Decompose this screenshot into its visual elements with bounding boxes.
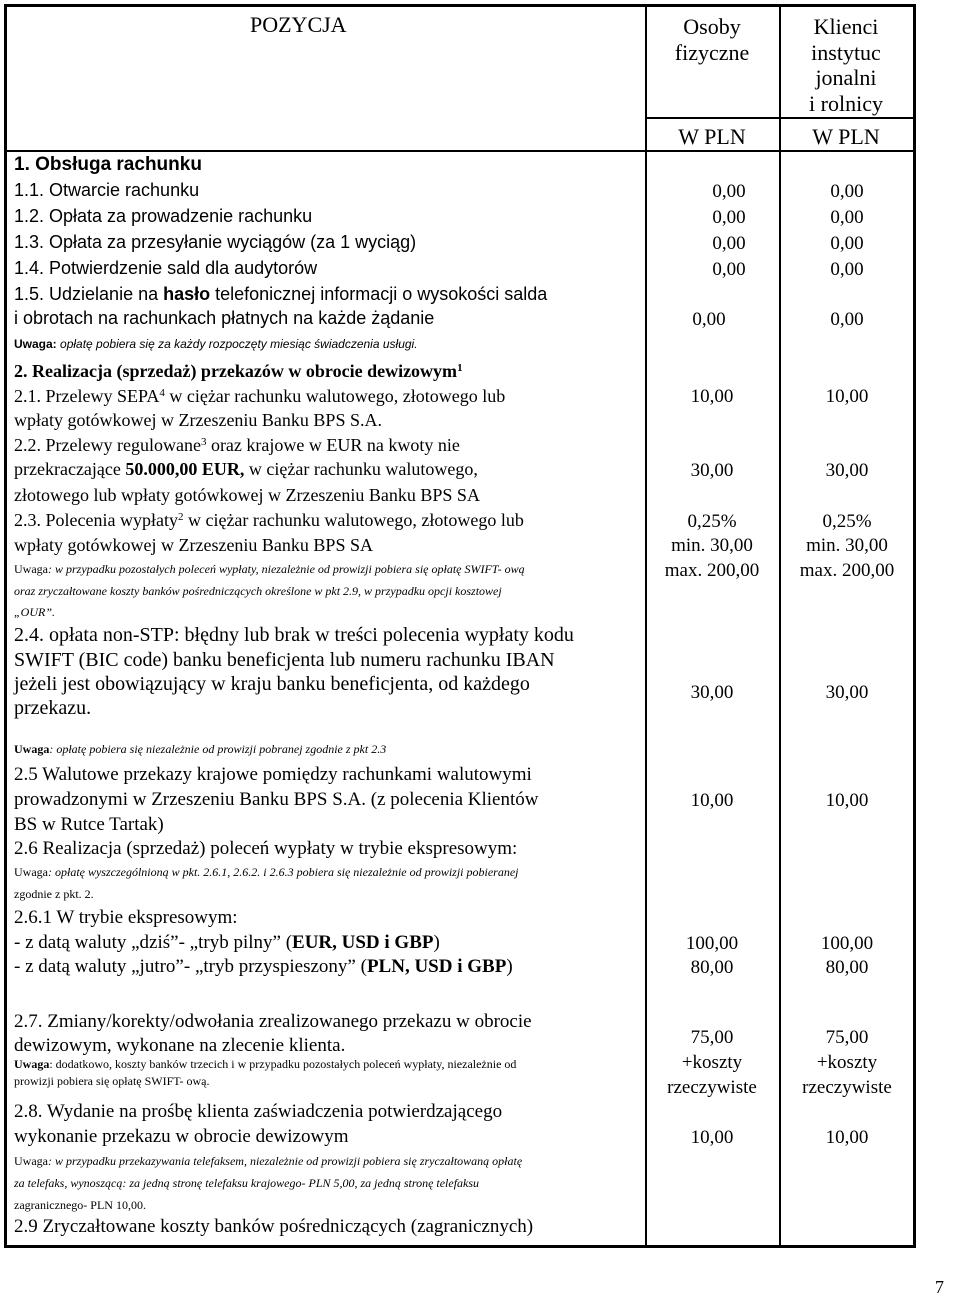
row-1-2-value-1: 0,00: [712, 207, 746, 228]
row-1-5-label-line2: i obrotach na rachunkach płatnych na każde żądanie: [14, 308, 435, 328]
row-2-4-value-2: 30,00: [825, 682, 869, 703]
row-2-5-value-2: 10,00: [825, 790, 869, 811]
row-2-6-1-label: 2.6.1 W trybie ekspresowym:: [14, 907, 238, 928]
row-2-6-1-b-value-1: 80,00: [690, 957, 734, 978]
note-label: Uwaga:: [14, 337, 57, 351]
row-1-5-note: [14, 338, 418, 350]
row-2-1-label-line1: [14, 387, 505, 405]
row-2-3-value-1-min: min. 30,00: [671, 535, 753, 556]
row-2-8-label-line1: 2.8. Wydanie na prośbę klienta zaświadczenia potwierdzającego: [14, 1101, 503, 1122]
row-2-2-value-2: 30,00: [825, 460, 869, 481]
row-2-1-text-b: w ciężar rachunku walutowego, złotowego lub: [164, 386, 506, 406]
row-2-9-label: 2.9 Zryczałtowane koszty banków pośredniczących (zagranicznych): [14, 1216, 534, 1237]
row-2-7-label-line2: dewizowym, wykonane na zlecenie klienta.: [14, 1035, 346, 1056]
note-text: prowizji pobiera się opłatę SWIFT- ową.: [14, 1074, 210, 1088]
footnote-ref: 1: [457, 362, 463, 374]
row-2-1-value-2: 10,00: [825, 386, 869, 407]
row-1-5-value-2: 0,00: [830, 309, 864, 330]
header-currency-2: W PLN: [812, 124, 880, 149]
row-1-4-value-1: 0,00: [712, 259, 746, 280]
header-col1-line1: Osoby: [683, 14, 741, 39]
row-2-7-value-1-amount: 75,00: [690, 1027, 734, 1048]
page-number: 7: [935, 1277, 944, 1297]
header-divider: [645, 117, 913, 119]
row-2-7-value-1-actual: rzeczywiste: [667, 1077, 757, 1098]
row-2-7-value-2-costs: +koszty: [816, 1052, 878, 1073]
row-2-6-note-line1: [14, 866, 519, 878]
row-1-4-label: 1.4. Potwierdzenie sald dla audytorów: [14, 258, 318, 278]
row-2-3-note-line2: oraz zryczałtowane koszty banków pośredniczących określone w pkt 2.9, w przypadku opcji kosztowej: [14, 584, 502, 598]
row-2-7-label-line1: 2.7. Zmiany/korekty/odwołania zrealizowanego przekazu w obrocie: [14, 1011, 532, 1032]
row-2-7-value-2-actual: rzeczywiste: [802, 1077, 892, 1098]
row-1-3-label: 1.3. Opłata za przesyłanie wyciągów (za 1 wyciąg): [14, 232, 417, 252]
header-position: POZYCJA: [250, 12, 347, 37]
row-2-3-value-2-max: max. 200,00: [799, 560, 895, 581]
row-1-2-value-2: 0,00: [830, 207, 864, 228]
row-2-3-value-1-max: max. 200,00: [664, 560, 760, 581]
row-2-3-value-1-pct: 0,25%: [687, 511, 737, 532]
row-2-2-text-d: w ciężar rachunku walutowego,: [244, 459, 478, 479]
row-1-5-label-line1: [14, 285, 547, 303]
header-col2-line1: Klienci: [813, 14, 879, 39]
note-text: : w przypadku przekazywania telefaksem, niezależnie od prowizji pobiera się zryczałtowaną opłatę: [47, 1154, 523, 1168]
note-label: Uwaga: [14, 865, 48, 879]
row-2-4-label-line1: 2.4. opłata non-STP: błędny lub brak w treści polecenia wypłaty kodu: [14, 624, 574, 646]
row-2-8-value-2: 10,00: [825, 1127, 869, 1148]
note-text: : dodatkowo, koszty banków trzecich i w przypadku pozostałych poleceń wypłaty, niezależnie od: [49, 1057, 517, 1071]
row-1-1-value-1: 0,00: [712, 181, 746, 202]
section-2-title-text: 2. Realizacja (sprzedaż) przekazów w obrocie dewizowym: [14, 361, 458, 381]
row-2-5-value-1: 10,00: [690, 790, 734, 811]
row-2-2-text-c: przekraczające: [14, 459, 126, 479]
row-1-5-text-bold: hasło: [163, 284, 211, 304]
row-1-3-value-2: 0,00: [830, 233, 864, 254]
row-2-2-label-line3: złotowego lub wpłaty gotówkowej w Zrzeszeniu Banku BPS SA: [14, 485, 480, 505]
note-text: : opłatę pobiera się niezależnie od prowizji pobranej zgodnie z pkt 2.3: [49, 742, 387, 756]
row-2-7-value-1-costs: +koszty: [681, 1052, 743, 1073]
row-2-6-1-a-value-2: 100,00: [820, 933, 874, 954]
header-col2-line2: instytuc: [811, 40, 881, 65]
row-2-1-label-line2: wpłaty gotówkowej w Zrzeszeniu Banku BPS S.A.: [14, 410, 382, 430]
row-2-1-value-1: 10,00: [690, 386, 734, 407]
row-2-8-note-line2: za telefaks, wynoszącą: za jedną stronę telefaksu krajowego- PLN 5,00, za jedną stronę telefaksu: [14, 1176, 480, 1190]
row-2-4-label-line3: jeżeli jest obowiązujący w kraju banku beneficjenta, od każdego: [14, 673, 530, 695]
row-2-7-value-2-amount: 75,00: [825, 1027, 869, 1048]
header-col2-line3: jonalni: [815, 65, 877, 90]
option-text-end: ): [433, 932, 440, 953]
option-text: - z datą waluty „dziś”- „tryb pilny” (: [14, 932, 293, 953]
row-2-4-label-line2: SWIFT (BIC code) banku beneficjenta lub numeru rachunku IBAN: [14, 649, 555, 671]
row-1-5-text-a: 1.5. Udzielanie na: [14, 284, 164, 304]
note-text: opłatę pobiera się za każdy rozpoczęty miesiąc świadczenia usługi.: [56, 337, 418, 351]
row-2-4-value-1: 30,00: [690, 682, 734, 703]
row-2-3-label-line1: [14, 511, 524, 529]
row-2-4-label-line4: przekazu.: [14, 697, 92, 719]
row-1-4-value-2: 0,00: [830, 259, 864, 280]
row-2-3-label-line2: wpłaty gotówkowej w Zrzeszeniu Banku BPS SA: [14, 535, 373, 555]
note-label: Uwaga: [14, 562, 48, 576]
row-2-2-value-1: 30,00: [690, 460, 734, 481]
section-1-title: 1. Obsługa rachunku: [14, 154, 202, 175]
note-label: Uwaga: [14, 742, 50, 756]
footnote-ref: 2: [177, 511, 184, 523]
footnote-ref: 3: [200, 436, 207, 448]
row-2-8-label-line2: wykonanie przekazu w obrocie dewizowym: [14, 1126, 349, 1147]
row-2-8-note-line3: zagranicznego- PLN 10,00.: [14, 1198, 146, 1212]
section-2-title: [14, 362, 463, 380]
row-2-3-note-line1: [14, 563, 525, 575]
row-2-8-note-line1: [14, 1155, 522, 1167]
note-label: Uwaga: [14, 1154, 48, 1168]
row-2-6-1-option-a: [14, 933, 440, 952]
row-1-2-label: 1.2. Opłata za prowadzenie rachunku: [14, 206, 313, 226]
option-text: - z datą waluty „jutro”- „tryb przyspieszony” (: [14, 956, 367, 977]
note-text: : w przypadku pozostałych poleceń wypłaty, niezależnie od prowizji pobiera się opłatę SWIFT- ową: [47, 562, 525, 576]
option-currencies: PLN, USD i GBP: [366, 956, 507, 977]
note-text: : opłatę wyszczególnioną w pkt. 2.6.1, 2.6.2. i 2.6.3 pobiera się niezależnie od prowizji pobieranej: [47, 865, 519, 879]
row-2-5-label-line2: prowadzonymi w Zrzeszeniu Banku BPS S.A. (z polecenia Klientów: [14, 789, 539, 810]
footnote-ref: 4: [159, 387, 165, 399]
row-1-1-value-2: 0,00: [830, 181, 864, 202]
row-2-3-text-b: w ciężar rachunku walutowego, złotowego lub: [183, 510, 524, 530]
header-col2-line4: i rolnicy: [809, 91, 883, 116]
row-2-2-text-bold: 50.000,00 EUR,: [125, 459, 245, 479]
row-2-6-1-a-value-1: 100,00: [685, 933, 739, 954]
option-text-end: ): [506, 956, 513, 977]
row-2-7-note-line2: [14, 1075, 210, 1087]
row-2-3-text-a: 2.3. Polecenia wypłaty: [14, 510, 178, 530]
row-2-7-note-line1: [14, 1058, 516, 1070]
row-2-6-1-b-value-2: 80,00: [825, 957, 869, 978]
row-2-6-note-line2: zgodnie z pkt. 2.: [14, 887, 94, 901]
row-2-3-value-2-pct: 0,25%: [822, 511, 872, 532]
row-1-3-value-1: 0,00: [712, 233, 746, 254]
row-1-1-label: 1.1. Otwarcie rachunku: [14, 180, 200, 200]
header-bottom-divider: [7, 150, 913, 152]
row-2-2-text-b: oraz krajowe w EUR na kwoty nie: [206, 435, 460, 455]
row-2-2-label-line1: [14, 436, 460, 454]
header-col1-line2: fizyczne: [674, 40, 750, 65]
row-2-3-value-2-min: min. 30,00: [806, 535, 888, 556]
row-2-8-value-1: 10,00: [690, 1127, 734, 1148]
row-2-5-label-line1: 2.5 Walutowe przekazy krajowe pomiędzy rachunkami walutowymi: [14, 764, 532, 785]
row-2-4-note: [14, 743, 386, 755]
row-2-1-text-a: 2.1. Przelewy SEPA: [14, 386, 160, 406]
option-currencies: EUR, USD i GBP: [292, 932, 434, 953]
note-label: Uwaga: [14, 1057, 50, 1071]
row-1-5-text-b: telefonicznej informacji o wysokości salda: [210, 284, 548, 304]
row-2-2-label-line2: [14, 460, 478, 478]
row-2-6-1-option-b: [14, 957, 513, 976]
row-2-3-note-line3: „OUR”.: [14, 605, 56, 619]
row-2-2-text-a: 2.2. Przelewy regulowane: [14, 435, 201, 455]
row-2-6-label: 2.6 Realizacja (sprzedaż) poleceń wypłaty w trybie ekspresowym:: [14, 838, 518, 859]
row-1-5-value-1: 0,00: [692, 309, 726, 330]
row-2-5-label-line3: BS w Rutce Tartak): [14, 814, 164, 835]
header-currency-1: W PLN: [678, 124, 746, 149]
